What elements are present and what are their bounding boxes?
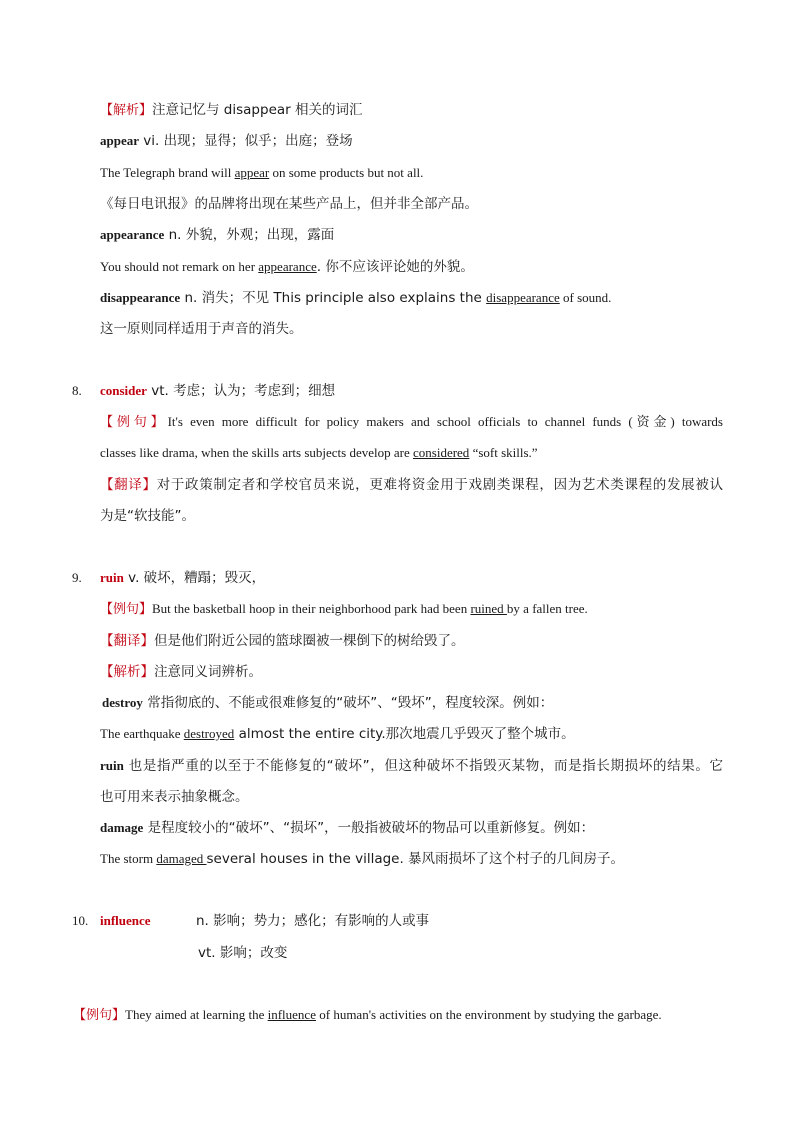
example-text: They aimed at learning the — [125, 1007, 268, 1022]
analysis-tag: 【解析】 — [100, 103, 153, 118]
appear-translation: 《每日电讯报》的品牌将出现在某些产品上，但并非全部产品。 — [100, 196, 478, 212]
ruin-example — [100, 601, 588, 618]
example-text: of sound. — [559, 290, 612, 305]
example-text: several houses in the village. 暴风雨损坏了这个村子的几间房子。 — [206, 851, 625, 867]
ruin-word-inline: ruin — [100, 758, 124, 773]
appearance-def: n. 外貌，外观；出现，露面 — [164, 227, 335, 243]
damage-text: 是程度较小的“破坏”、“损坏”，一般指被破坏的物品可以重新修复。例如： — [143, 820, 595, 836]
damage-example — [100, 851, 624, 867]
example-text: “soft skills.” — [469, 445, 538, 460]
example-text: on some products but not all. — [269, 165, 424, 180]
example-underlined: appearance — [258, 259, 317, 274]
ruin-entry — [100, 570, 265, 586]
consider-entry — [100, 383, 335, 399]
example-text: . 你不应该评论她的外貌。 — [316, 259, 474, 275]
ruin-analysis — [100, 664, 262, 680]
example-text: almost the entire city.那次地震几乎毁灭了整个城市。 — [234, 726, 575, 742]
translation-text: 对于政策制定者和学校官员来说，更难将资金用于戏剧类课程，因为艺术类课程的发展被认 — [156, 477, 724, 493]
example-underlined: disappearance — [486, 290, 560, 305]
destroy-line — [102, 695, 553, 711]
consider-def: vt. 考虑；认为；考虑到；细想 — [146, 383, 336, 399]
example-text: You should not remark on her — [100, 259, 259, 274]
appear-entry — [100, 133, 353, 149]
analysis-text: 注意记忆与 disappear 相关的词汇 — [152, 102, 363, 118]
appear-def: vi. 出现；显得；似乎；出庭；登场 — [139, 133, 353, 149]
appearance-word: appearance — [100, 227, 165, 242]
example-tag: 【例句】 — [73, 1008, 126, 1023]
destroy-text: 常指彻底的、不能或很难修复的“破坏”、“毁坏”，程度较深。例如： — [142, 695, 554, 711]
example-text: of human's activities on the environment by studying the garbage. — [315, 1007, 662, 1022]
influence-example — [73, 1007, 662, 1024]
example-tag: 【例句】 — [100, 415, 168, 430]
translation-tag: 【翻译】 — [100, 633, 154, 649]
ruin-note — [100, 758, 723, 774]
appear-word: appear — [100, 133, 139, 148]
example-underlined: considered — [413, 445, 470, 460]
analysis-line — [100, 102, 363, 119]
consider-word: consider — [100, 383, 147, 398]
example-text: The earthquake — [100, 726, 184, 741]
example-tag: 【例句】 — [100, 602, 153, 617]
entry-number: 10. — [72, 913, 89, 928]
ruin-word: ruin — [100, 570, 124, 585]
disappearance-translation: 这一原则同样适用于声音的消失。 — [100, 321, 303, 337]
example-text: It's even more difficult for policy makers and school officials to channel funds (资金) towards — [167, 414, 723, 429]
damage-line — [100, 820, 594, 836]
disappearance-entry — [100, 290, 611, 306]
disappearance-def: n. 消失；不见 This principle also explains the — [180, 290, 487, 306]
entry-number: 9. — [72, 570, 82, 585]
example-text: The Telegraph brand will — [100, 165, 235, 180]
example-underlined: ruined — [470, 601, 507, 616]
ruin-def: v. 破坏，糟蹋；毁灭， — [123, 570, 266, 586]
example-text: But the basketball hoop in their neighborhood park had been — [152, 601, 471, 616]
ruin-note-cont: 也可用来表示抽象概念。 — [100, 789, 249, 805]
appearance-example — [100, 259, 474, 275]
consider-example-cont — [100, 445, 538, 461]
translation-tag: 【翻译】 — [100, 477, 157, 493]
ruin-note-text: 也是指严重的以至于不能修复的“破坏”，但这种破坏不指毁灭某物，而是指长期损坏的结果。它 — [123, 758, 723, 774]
analysis-tag: 【解析】 — [100, 664, 154, 680]
destroy-example — [100, 726, 575, 742]
example-text: by a fallen tree. — [506, 601, 588, 616]
influence-entry — [100, 913, 151, 929]
translation-text: 但是他们附近公园的篮球圈被一棵倒下的树给毁了。 — [154, 633, 465, 649]
damage-word: damage — [100, 820, 144, 835]
influence-def-n: n. 影响；势力；感化；有影响的人或事 — [196, 913, 430, 929]
example-underlined: destroyed — [183, 726, 235, 741]
consider-translation-cont: 为是“软技能”。 — [100, 508, 195, 524]
entry-number: 8. — [72, 383, 82, 398]
example-text: The storm — [100, 851, 157, 866]
analysis-text: 注意同义词辨析。 — [154, 664, 262, 680]
influence-word: influence — [100, 913, 151, 928]
consider-translation — [100, 477, 723, 493]
example-text: classes like drama, when the skills arts subjects develop are — [100, 445, 413, 460]
appear-example — [100, 165, 423, 181]
example-underlined: damaged — [156, 851, 207, 866]
destroy-word: destroy — [102, 695, 143, 710]
example-underlined: influence — [267, 1007, 316, 1022]
influence-def-vt: vt. 影响；改变 — [198, 945, 288, 961]
consider-example — [100, 414, 723, 431]
disappearance-word: disappearance — [100, 290, 181, 305]
example-underlined: appear — [234, 165, 270, 180]
appearance-entry — [100, 227, 334, 243]
ruin-translation — [100, 633, 465, 649]
